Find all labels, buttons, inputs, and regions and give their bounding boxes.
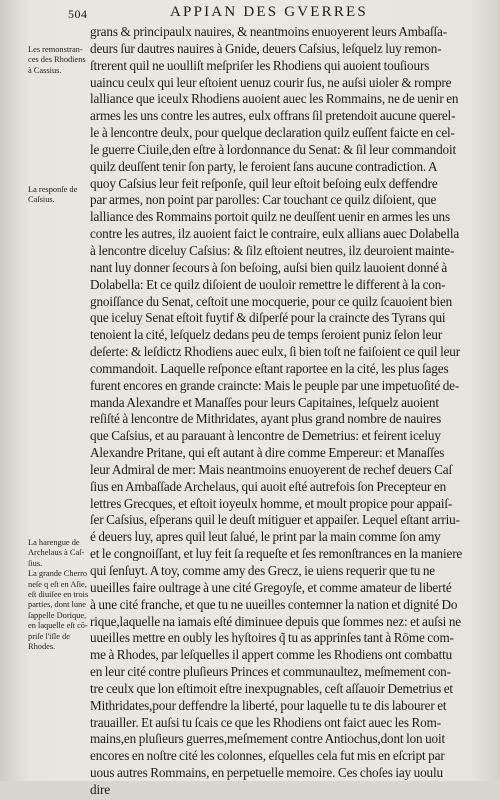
margin-note-response [28,185,90,206]
text-line: contre les autres, ilz auoient faict le contraire, eulx allians auec Dolabella [90,226,460,242]
text-line: mains,en pluſieurs guerres,meſmement contre Antiochus,dont lon uoit [90,731,446,747]
text-line: grans & principaulx nauires, & neantmoins enuoyerent leurs Ambaſſa- [90,24,447,39]
text-line: furent encores en grande craincte: Mais le peuple par une impetuoſité de- [90,377,460,393]
margin-note-line: La harengue de [28,538,80,547]
text-line: commandoit. Laquelle reſponce eſtant raportee en la cité, les plus ſages [90,360,449,376]
text-line: Mithridates,pour deffendre la liberté, pour laquelle tu te dis labourer et [90,697,447,713]
text-line: lalliance des Rommains portoit quilz ne deuſſent uenir en armes les uns [90,209,450,225]
text-line: que Caſsius, et au parauant à lencontre de Demetrius: et feirent iceluy [90,428,441,444]
text-line: reſiſté à lencontre de Mithridates, ayant plus grand nombre de nauires [90,411,442,427]
text-line: manda Alexandre et Manaſſes pour leurs Capitaines, leſquelz auoient [90,394,439,410]
margin-note-line: neſe q eſt en Aſie, [28,579,87,589]
text-line: deſerte: & leſdictz Rhodiens auec eulx, ſi bien toſt ne faiſoient ce quil leur [90,344,460,360]
text-line: tenoient la cité, leſquelz dedans peu de temps ſeroient puniz ſelon leur [90,327,443,343]
text-line: que iceluy Senat eſtoit fuytif & diſperſé pour la craincte des Tyrans qui [90,310,446,326]
text-line: quilz deuſſent tenir ſon party, le feroient ſans aucune contradiction. A [90,158,438,174]
margin-note-line: Rhodes. [28,642,56,652]
text-line: lalliance que iceulx Rhodiens auoient auec les Rommains, ne de uenir en [90,91,459,107]
text-line: ſtrerent quil ne uoulliſt meſpriſer les Rhodiens qui auoient touſiours [90,57,430,73]
text-line: Alexandre Pritane, qui eſt autant à dire comme Empereur: et Manaſſes [90,445,445,461]
text-line: trauailler. Et auſsi tu ſcais ce que les Rhodiens ont faict auec les Rom- [90,714,441,730]
text-line: uous autres Rommains, en perpetuelle memoire. Ces choſes iay uoulu [90,765,443,781]
text-line: quoy Caſsius leur feit reſponſe, quil leur eſtoit beſoing eulx deffendre [90,175,438,191]
margin-note-line: priſe l'iſle de [28,631,70,641]
text-line: et le congnoiſſant, et luy feit ſa requeſte et ſes remonſtrances en la maniere [90,546,463,562]
text-line: ſius en Ambaſſade Archelaus, qui auoit eſté autrefois ſon Precepteur en [90,478,447,494]
margin-note-line: ſius. [28,558,43,568]
main-text-block [90,24,496,799]
page-header [0,4,500,26]
text-line: dire [90,781,110,797]
text-line: à une cité franche, et que tu ne uueilles contemner la nation et dignité Do [90,596,458,612]
text-line: par armes, non point par parolles: Car touchant ce quilz diſoient, que [90,192,437,208]
page-number: 504 [68,7,88,21]
text-line: Dolabella: Et ce quilz diſoient de uouloir remettre le different à la con- [90,276,446,292]
text-line: uueilles mettre en oubly les hyſtoires q̃ tu as apprinſes tant à Rōme com- [90,630,454,646]
margin-note-line: parties, dont lune [28,600,86,610]
text-line: le guerre Ciuile,den eſtre à lordonnance du Senat: & ſil leur commandoit [90,141,457,157]
text-line: nant luy donner ſecours à ſon beſoing, auſsi bien quilz lauoient donné à [90,259,448,275]
text-line: gnoiſſance du Senat, ceſtoit une mocquerie, pour ce quilz ſcauoient bien [90,293,453,309]
margin-note-harangue [28,538,90,652]
text-line: deurs ſur dautres nauires à Gnide, deuers Caſsius, leſquelz luy remon- [90,40,442,56]
text-line: encores en noſtre cité les colonnes, eſquelles cela fut mis en eſcript par [90,748,445,764]
text-line: lettres Grecques, et eſtoit ioyeulx homme, et moult propice pour appaiſ- [90,495,453,511]
running-head: APPIAN DES GVERRES [170,4,368,20]
text-line: à lencontre diceluy Caſsius: & ſilz eſtoient neutres, ilz deuroient mainte- [90,242,455,258]
text-line: leur Admiral de mer: Mais neantmoins enuoyerent de rechef deuers Caſ [90,461,452,477]
margin-note-line: La grande Cherro [28,569,88,579]
text-line: armes les uns contre les autres, eulx offrans ſil pretendoit aucune querel- [90,108,456,124]
text-line: le à lencontre deulx, pour quelque declaration quilz euſſent faicte en cel- [90,125,455,141]
text-line: me à Rhodes, par leſquelles il appert comme les Rhodiens ont combattu [90,647,453,663]
margin-note-line: à Cassius. [28,65,62,75]
text-line: qui ſenſuyt. A toy, comme amy des Grecz, ie uiens requerir que tu ne [90,563,435,578]
text-line: uaincu ceulx qui leur eſtoient uenuz courir ſus, ne auſsi uioler & rompre [90,74,452,90]
text-line: rique,laquelle na iamais eſté diminuee depuis que ſommes nez: et auſsi ne [90,613,461,629]
margin-note-line: eſt diuiſee en trois [28,590,89,600]
margin-note-line: Les remonstran- [28,45,83,54]
text-line: ſer Caſsius, eſperans quil le deuſt mitiguer et appaiſer. Lequel eſtant arriu- [90,512,460,528]
margin-note-line: en laquelle eſt cō- [28,621,88,631]
margin-note-remonstrances [28,45,90,76]
text-line: en leur cité contre pluſieurs Princes et communaultez, meſmement con- [90,664,451,680]
text-line: tre ceulx que lon eſtimoit eſtre inexpugnables, ceſt aſſauoir Demetrius et [90,680,453,696]
margin-note-line: La responſe de [28,185,78,194]
margin-note-line: Caſsius. [28,195,55,205]
margin-note-line: Archelaus à Caſ- [28,548,85,558]
margin-note-line: ces des Rhodiens [28,55,86,65]
text-line: é deuers luy, apres quil leut ſalué, le print par la main comme ſon amy [90,529,441,545]
margin-note-line: ſappelle Dorique, [28,610,87,620]
text-line: uueilles faire oultrage à une cité Gregoyſe, et comme amateur de liberté [90,579,452,595]
